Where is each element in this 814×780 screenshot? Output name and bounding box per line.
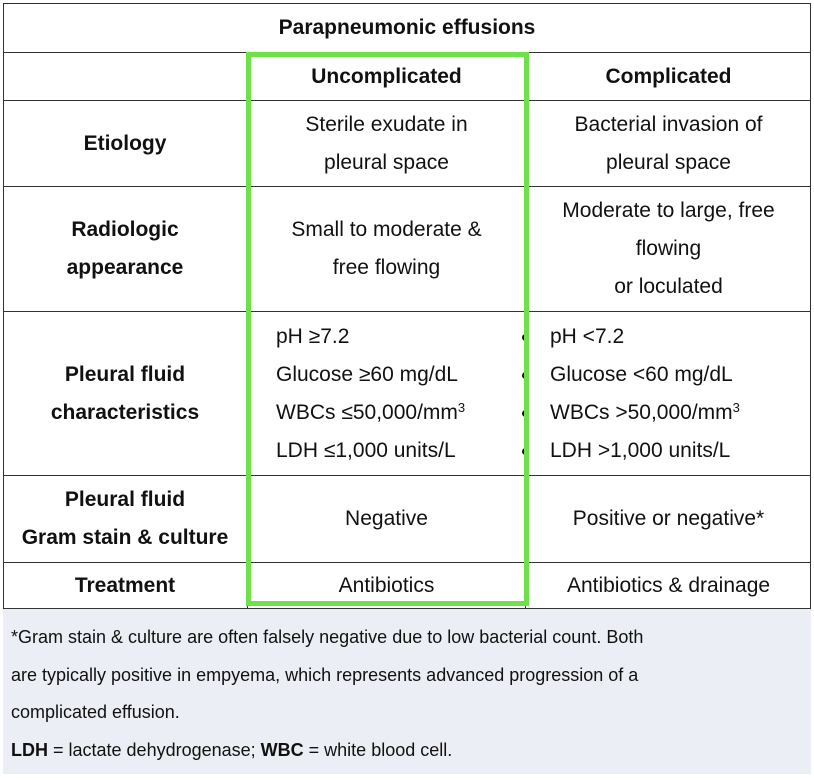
footnote-line: complicated effusion. [11,702,180,722]
row-label-etiology: Etiology [3,101,248,186]
row-label-treatment: Treatment [3,563,248,608]
list-item: LDH ≤1,000 units/L [276,438,456,462]
list-item: WBCs $>50,000/mm^3$ [550,399,740,424]
header-row [3,52,811,100]
table-row-etiology [3,100,811,186]
abbreviations: LDH = lactate dehydrogenase; WBC = white blood cell. [11,739,453,760]
header-empty-cell [3,53,248,100]
footnote-line: are typically positive in empyema, which represents advanced progression of a [11,664,639,685]
list-item: WBCs $\le 50,000/mm^3$ [276,399,466,424]
treatment-complicated: Antibiotics & drainage [566,573,771,597]
list-item: pH <7.2 [550,324,625,348]
table-row-treatment [3,562,811,608]
list-item: pH ≥7.2 [276,324,350,348]
etiology-complicated: Bacterial invasion of pleural space [574,112,763,174]
header-uncomplicated: Uncomplicated [248,53,526,100]
bullet-icon [522,448,529,455]
bullet-icon [522,334,529,341]
table-row-gram [3,475,811,562]
radiologic-complicated: Moderate to large, free flowing or loculated [562,199,775,298]
gram-uncomplicated: Negative [248,476,526,562]
table-footnote [3,608,811,774]
list-item: LDH >1,000 units/L [550,438,731,462]
row-label-radiologic: Radiologic appearance [3,187,248,311]
table-row-radiologic [3,186,811,311]
gram-complicated: Positive or negative* [572,507,765,530]
footnote-line: *Gram stain & culture are often falsely negative due to low bacterial count. Both [11,627,644,647]
header-complicated: Complicated [605,64,732,88]
fluid-complicated-list [526,312,811,475]
list-item: Glucose ≥60 mg/dL [276,362,458,386]
etiology-uncomplicated: Sterile exudate in pleural space [248,101,526,186]
bullet-icon [522,410,529,417]
radiologic-uncomplicated: Small to moderate & free flowing [248,187,526,311]
row-label-fluid: Pleural fluid characteristics [3,312,248,475]
bullet-icon [522,372,529,379]
list-item: Glucose <60 mg/dL [550,362,733,386]
fluid-uncomplicated-list [248,312,526,475]
table-title: Parapneumonic effusions [278,15,536,39]
table-row-fluid [3,311,811,475]
treatment-uncomplicated: Antibiotics [248,563,526,608]
row-label-gram: Pleural fluid Gram stain & culture [3,476,248,562]
